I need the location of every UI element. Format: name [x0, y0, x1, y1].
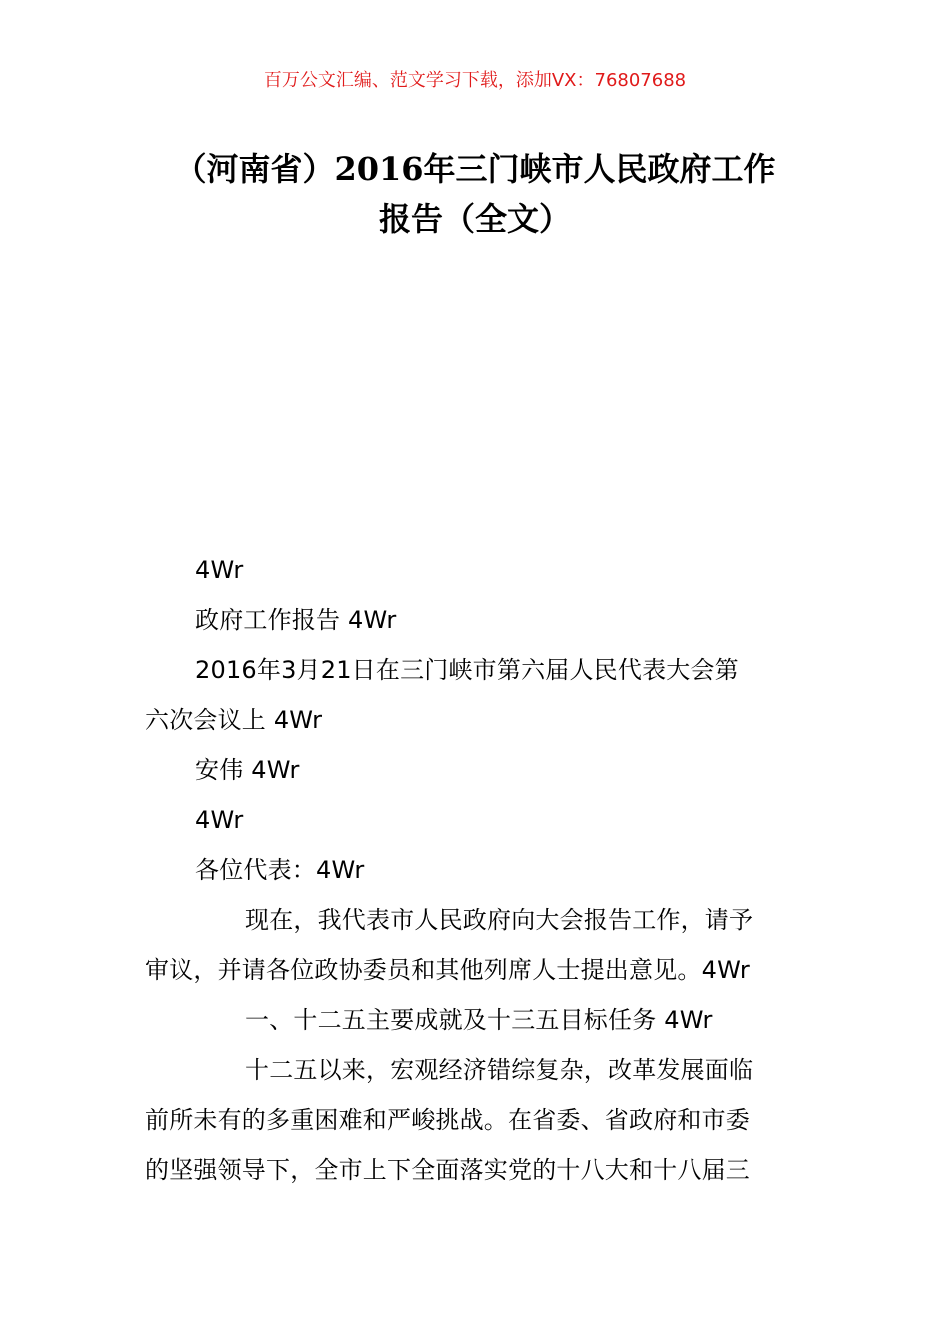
- paragraph-marker: 4Wr: [195, 556, 244, 584]
- paragraph-salutation: 各位代表：4Wr: [195, 856, 365, 884]
- paragraph-review-line-3: 的坚强领导下，全市上下全面落实党的十八大和十八届三: [145, 1156, 750, 1184]
- document-body: [145, 545, 807, 1195]
- paragraph-intro-line-1: 现在，我代表市人民政府向大会报告工作，请予: [245, 906, 754, 934]
- paragraph-report-heading: 政府工作报告 4Wr: [195, 606, 397, 634]
- section-heading-1: 一、十二五主要成就及十三五目标任务 4Wr: [245, 1006, 713, 1034]
- paragraph-review-line-2: 前所未有的多重困难和严峻挑战。在省委、省政府和市委: [145, 1106, 750, 1134]
- document-title: [100, 144, 850, 244]
- paragraph-date-line-1: 2016年3月21日在三门峡市第六届人民代表大会第: [195, 656, 739, 684]
- header-watermark-note: 百万公文汇编、范文学习下载，添加VX：76807688: [263, 70, 687, 91]
- paragraph-intro-line-2: 审议，并请各位政协委员和其他列席人士提出意见。4Wr: [145, 956, 750, 984]
- paragraph-date-line-2: 六次会议上 4Wr: [145, 706, 323, 734]
- paragraph-marker-2: 4Wr: [195, 806, 244, 834]
- paragraph-review-line-1: 十二五以来，宏观经济错综复杂，改革发展面临: [245, 1056, 754, 1084]
- paragraph-author: 安伟 4Wr: [195, 756, 300, 784]
- title-line-2: 报告（全文）: [378, 200, 571, 238]
- title-line-1: （河南省）2016年三门峡市人民政府工作: [174, 150, 776, 188]
